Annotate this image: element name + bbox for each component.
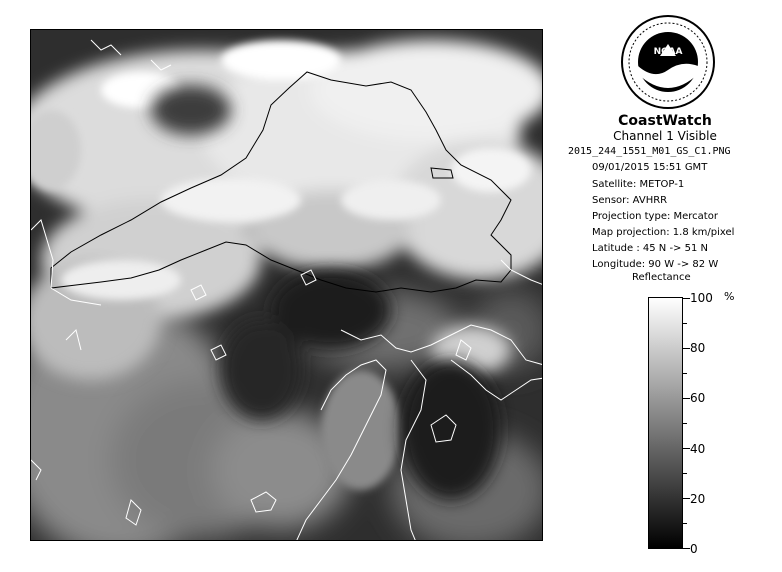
colorbar-tick-label: 100 [690,291,713,305]
colorbar-minor-tick [683,373,687,374]
colorbar-minor-tick [683,523,687,524]
colorbar-minor-tick [683,423,687,424]
colorbar-tick [683,548,690,549]
satellite-label: Satellite: METOP-1 [592,179,685,190]
app-title: CoastWatch [618,113,712,129]
channel-subtitle: Channel 1 Visible [613,129,717,143]
reflectance-colorbar [648,297,683,549]
colorbar-tick-label: 0 [690,542,698,556]
colorbar-unit: % [724,290,735,303]
colorbar-tick-label: 20 [690,492,706,506]
colorbar-title: Reflectance [632,272,691,283]
sensor-label: Sensor: AVHRR [592,195,668,206]
colorbar-minor-tick [683,323,687,324]
svg-text:NOAA: NOAA [653,47,683,57]
colorbar-tick-label: 40 [690,442,706,456]
latitude-label: Latitude : 45 N -> 51 N [592,243,708,254]
filename-label: 2015_244_1551_M01_GS_C1.PNG [568,146,731,157]
map-projection-label: Map projection: 1.8 km/pixel [592,227,735,238]
colorbar-minor-tick [683,473,687,474]
colorbar-tick [683,348,690,349]
datetime-label: 09/01/2015 15:51 GMT [592,162,708,173]
noaa-logo-icon [620,14,716,110]
colorbar-tick [683,448,690,449]
noaa-logo [620,14,716,110]
longitude-label: Longitude: 90 W -> 82 W [592,259,719,270]
satellite-image [30,29,543,541]
colorbar-tick [683,498,690,499]
colorbar-tick-label: 80 [690,341,706,355]
colorbar-tick-label: 60 [690,391,706,405]
info-panel [552,0,782,572]
projection-type-label: Projection type: Mercator [592,211,718,222]
colorbar-tick [683,298,690,299]
colorbar-tick [683,398,690,399]
